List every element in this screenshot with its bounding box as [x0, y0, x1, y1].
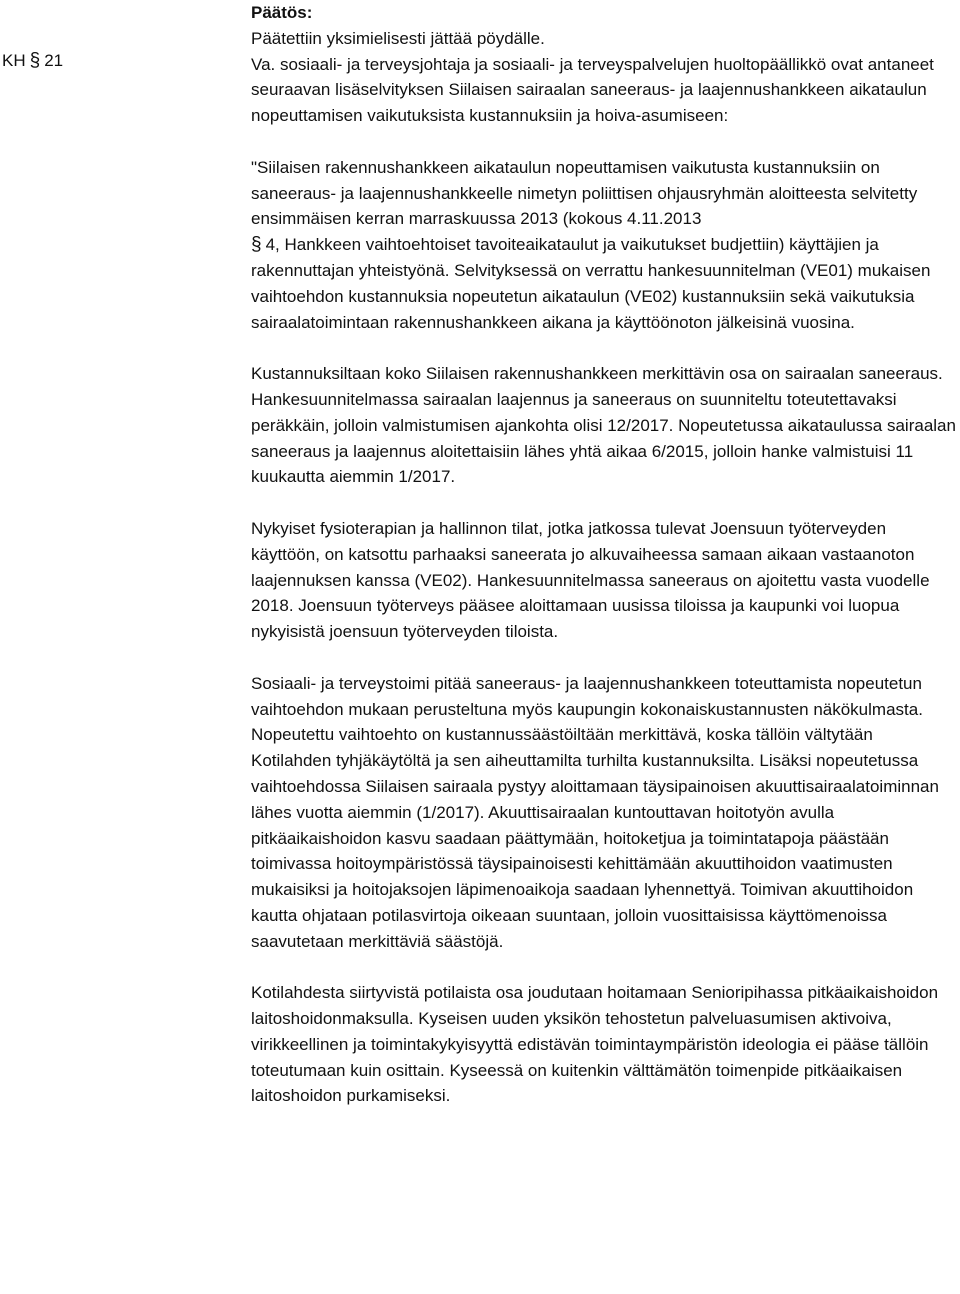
- section-symbol: §: [29, 50, 41, 71]
- paragraph-1-section-symbol: §: [251, 234, 262, 256]
- paragraph-1-part-2: 4, Hankkeen vaihtoehtoiset tavoiteaikataulut ja vaikutukset budjettiin) käyttäjien ja rakennuttajan yhteistyönä. Selvityksessä on verrattu hankesuunnitelman (VE01) mukaisen vaihtoehdon kustannuksia nopeutetun aikataulun (VE02) kustannuksiin sekä vaikutuksia sairaalatoimintaan rakennushankkeen aikana ja käyttöönoton jälkeisinä vuosina.: [251, 235, 931, 332]
- paragraph-3: Nykyiset fysioterapian ja hallinnon tilat, jotka jatkossa tulevat Joensuun työterveyden käyttöön, on katsottu parhaaksi saneerata jo alkuvaiheessa samaan aikaan vastaanoton laajennuksen kanssa (VE02). Hankesuunnitelmassa saneeraus on ajoitettu vasta vuodelle 2018. Joensuun työterveys pääsee aloittamaan uusissa tiloissa ja kaupunki voi luopua nykyisistä joensuun työterveyden tiloista.: [251, 518, 930, 642]
- paragraph-4: Sosiaali- ja terveystoimi pitää saneeraus- ja laajennushankkeen toteuttamista nopeutetun vaihtoehdon mukaan perusteltuna myös kaupungin kokonaiskustannusten näkökulmasta. Nopeutettu vaihtoehto on kustannussäästöiltään merkittävä, koska tällöin vältytään Kotilahden tyhjäkäytöltä ja sen aiheuttamilta turhilta kustannuksilta. Lisäksi nopeutetussa vaihtoehdossa Siilaisen sairaala pystyy aloittamaan täysipainoisen akuuttisairaalatoiminnan lähes vuotta aiemmin (1/2017). Akuuttisairaalan kuntouttavan hoitotyön avulla pitkäaikaishoidon kasvu saadaan päättymään, hoitoketjua ja toimintatapoja päästään toimivassa hoitoympäristössä täysipainoisesti kehittämään akuuttihoidon vaatimusten mukaisiksi ja hoitojaksojen läpimenoaikoja saadaan lyhennettyä. Toimivan akuuttihoidon kautta ohjataan potilasvirtoja oikeaan suuntaan, jolloin vuosittaisissa käyttömenoissa saavutetaan merkittäviä säästöjä.: [251, 673, 939, 951]
- document-body: [251, 0, 957, 1135]
- decision-heading: Päätös:: [251, 3, 313, 22]
- section-prefix: KH: [2, 51, 26, 70]
- section-reference: [2, 48, 63, 73]
- section-number: 21: [44, 51, 64, 70]
- paragraph-2: Kustannuksiltaan koko Siilaisen rakennushankkeen merkittävin osa on sairaalan saneeraus. Hankesuunnitelmassa sairaalan laajennus ja saneeraus on suunniteltu toteutettavaksi peräkkäin, jolloin valmistumisen ajankohta olisi 12/2017. Nopeutetussa aikataulussa sairaalan saneeraus ja laajennus aloitettaisiin lähes yhtä aikaa 6/2015, jolloin hanke valmistuisi 11 kuukautta aiemmin 1/2017.: [251, 364, 956, 487]
- intro-paragraph: Va. sosiaali- ja terveysjohtaja ja sosiaali- ja terveyspalvelujen huoltopäällikkö ovat antaneet seuraavan lisäselvityksen Siilaisen sairaalan saneeraus- ja laajennushankkeen aikataulun nopeuttamisen vaikutuksista kustannuksiin ja hoiva-asumiseen:: [251, 54, 934, 126]
- paragraph-1: [251, 155, 957, 336]
- paragraph-5: Kotilahdesta siirtyvistä potilaista osa joudutaan hoitamaan Senioripihassa pitkäaikaishoidon laitoshoidonmaksulla. Kyseisen uuden yksikön tehostetun palveluasumisen aktivoiva, virikkeellinen ja toimintakykyisyyttä edistävän toimintaympäristön ideologia ei pääse tällöin toteutumaan kuin osittain. Kyseessä on kuitenkin välttämätön toimenpide pitkäaikaisen laitoshoidon purkamiseksi.: [251, 983, 939, 1106]
- paragraph-1-part-1: "Siilaisen rakennushankkeen aikataulun nopeuttamisen vaikutusta kustannuksiin on saneeraus- ja laajennushankkeelle nimetyn poliittisen ohjausryhmän aloitteesta selvitetty ensimmäisen kerran marraskuussa 2013 (kokous 4.11.2013: [251, 157, 918, 229]
- decision-text: Päätettiin yksimielisesti jättää pöydälle.: [251, 28, 545, 48]
